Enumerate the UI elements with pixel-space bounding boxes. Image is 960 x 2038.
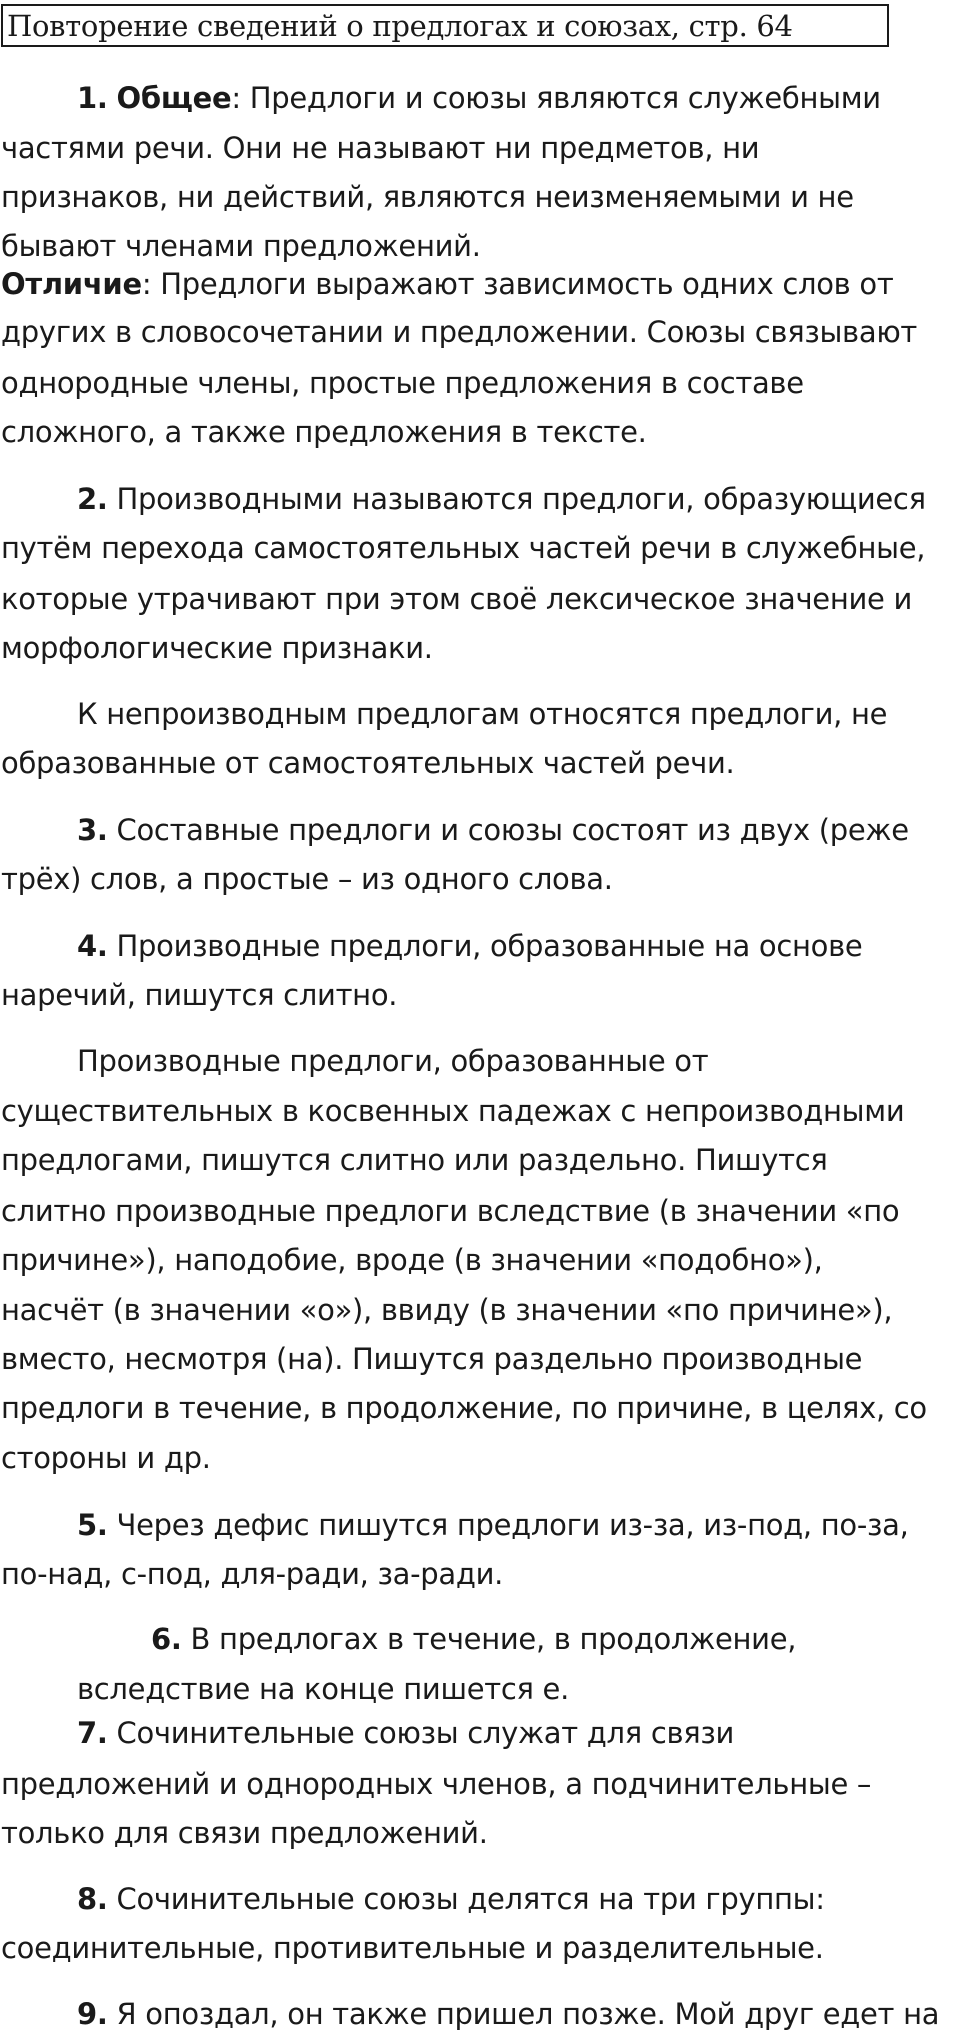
text-line: соединительные, противительные и разделительные. — [1, 1931, 824, 1965]
item-number: 3. — [77, 813, 108, 847]
text-line — [151, 1615, 796, 1663]
text-line: частями речи. Они не называют ни предметов, ни — [1, 131, 760, 165]
text-line: трёх) слов, а простые – из одного слова. — [1, 862, 613, 896]
item-number: 8. — [77, 1882, 108, 1916]
text-line: существительных в косвенных падежах с непроизводными — [1, 1094, 905, 1128]
line-text: : Предлоги выражают зависимость одних слов от — [141, 267, 894, 301]
line-text: Сочинительные союзы служат для связи — [107, 1716, 735, 1750]
text-line: вследствие на конце пишется е. — [77, 1672, 570, 1706]
text-line: признаков, ни действий, являются неизменяемыми и не — [1, 180, 854, 214]
text-line — [77, 1709, 734, 1757]
text-line: насчёт (в значении «о»), ввиду (в значении «по причине»), — [1, 1293, 893, 1327]
text-line — [77, 74, 881, 122]
text-line — [77, 475, 926, 523]
text-line — [77, 1875, 825, 1923]
text-line: путём перехода самостоятельных частей речи в служебные, — [1, 531, 926, 565]
text-line: предлоги в течение, в продолжение, по причине, в целях, со — [1, 1391, 927, 1425]
text-line: предлогами, пишутся слитно или раздельно. Пишутся — [1, 1143, 828, 1177]
item-number: 2. — [77, 482, 108, 516]
line-text: Производные предлоги, образованные на основе — [107, 929, 863, 963]
text-line: К непроизводным предлогам относятся предлоги, не — [77, 697, 888, 731]
text-line: слитно производные предлоги вследствие (в значении «по — [1, 1194, 900, 1228]
text-line — [77, 806, 909, 854]
text-line: образованные от самостоятельных частей речи. — [1, 746, 735, 780]
text-line: только для связи предложений. — [1, 1816, 488, 1850]
text-line: сложного, а также предложения в тексте. — [1, 415, 647, 449]
text-line: причине»), наподобие, вроде (в значении «подобно»), — [1, 1243, 823, 1277]
bold-term: Общее — [116, 81, 232, 115]
item-number: 4. — [77, 929, 108, 963]
text-line: однородные члены, простые предложения в составе — [1, 366, 804, 400]
text-line: которые утрачивают при этом своё лексическое значение и — [1, 582, 913, 616]
item-number: 5. — [77, 1508, 108, 1542]
page-title: Повторение сведений о предлогах и союзах, стр. 64 — [7, 9, 793, 43]
item-number: 1. — [77, 81, 108, 115]
item-number: 6. — [151, 1622, 182, 1656]
title-box — [1, 4, 889, 47]
text-line — [1, 260, 893, 308]
text-line: Производные предлоги, образованные от — [77, 1044, 709, 1078]
text-line — [77, 1501, 909, 1549]
line-text: Я опоздал, он также пришел позже. Мой друг едет на — [107, 1997, 940, 2031]
text-line — [77, 922, 862, 970]
line-text: : Предлоги и союзы являются служебными — [231, 81, 881, 115]
item-number: 7. — [77, 1716, 108, 1750]
text-line — [77, 1990, 939, 2038]
text-line: морфологические признаки. — [1, 631, 433, 665]
item-number: 9. — [77, 1997, 108, 2031]
text-line: предложений и однородных членов, а подчинительные – — [1, 1767, 872, 1801]
text-line: наречий, пишутся слитно. — [1, 978, 398, 1012]
text-line: бывают членами предложений. — [1, 229, 481, 263]
text-line: вместо, несмотря (на). Пишутся раздельно производные — [1, 1342, 863, 1376]
line-text: Производными называются предлоги, образующиеся — [107, 482, 926, 516]
line-text: Сочинительные союзы делятся на три группы: — [107, 1882, 825, 1916]
line-text: В предлогах в течение, в продолжение, — [181, 1622, 797, 1656]
text-line: стороны и др. — [1, 1441, 211, 1475]
bold-term: Отличие — [1, 267, 142, 301]
line-text: Через дефис пишутся предлоги из-за, из-под, по-за, — [107, 1508, 909, 1542]
line-text: Составные предлоги и союзы состоят из двух (реже — [107, 813, 909, 847]
text-line: других в словосочетании и предложении. Союзы связывают — [1, 315, 918, 349]
text-line: по-над, с-под, для-ради, за-ради. — [1, 1557, 504, 1591]
